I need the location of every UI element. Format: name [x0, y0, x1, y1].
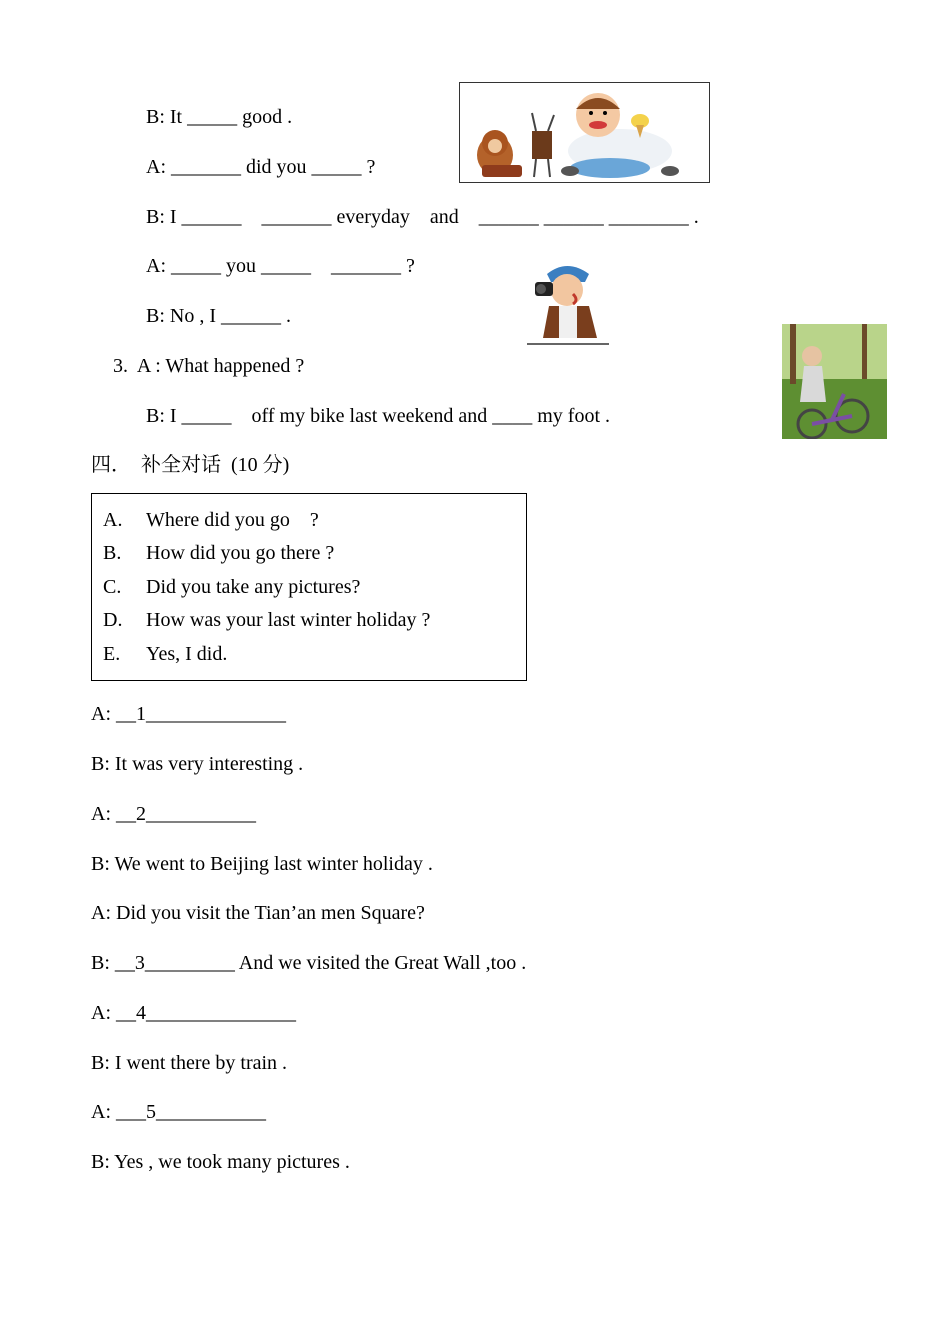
question-3-answer: B: I _____ off my bike last weekend and ____ my foot . [146, 405, 611, 427]
dialogue-line: B: I ______ _______ everyday and ______ ______ ________ . [146, 206, 699, 228]
dialogue-line: B: It _____ good . [146, 106, 293, 128]
dialogue-line: B: No , I ______ . [146, 305, 291, 327]
dialogue-line: B: We went to Beijing last winter holiday . [91, 853, 433, 875]
tv-eating-illustration [459, 82, 710, 183]
dialogue-line: B: It was very interesting . [91, 753, 304, 775]
option-e: E. Yes, I did. [103, 643, 228, 665]
dialogue-line: A: _____ you _____ _______ ? [146, 255, 415, 277]
option-c: C. Did you take any pictures? [103, 576, 361, 598]
option-b: B. How did you go there ? [103, 542, 335, 564]
dialogue-line: A: Did you visit the Tian’an men Square? [91, 902, 425, 924]
option-d: D. How was your last winter holiday ? [103, 609, 431, 631]
dialogue-line: B: __3_________ And we visited the Great Wall ,too . [91, 952, 527, 974]
dialogue-line: B: I went there by train . [91, 1052, 288, 1074]
dialogue-line: A: __2___________ [91, 803, 256, 825]
dialogue-line: B: Yes , we took many pictures . [91, 1151, 350, 1173]
option-a: A. Where did you go ? [103, 509, 319, 531]
dialogue-line: A: ___5___________ [91, 1101, 266, 1123]
dialogue-line: A: __4_______________ [91, 1002, 296, 1024]
dialogue-line: A: __1______________ [91, 703, 286, 725]
dialogue-line: A: _______ did you _____ ? [146, 156, 376, 178]
bike-accident-photo [782, 324, 887, 439]
camera-boy-illustration [527, 260, 609, 346]
section-title: 四． 补全对话 (10 分) [91, 454, 290, 476]
options-box [91, 493, 527, 681]
question-3-prompt: 3. A : What happened ? [113, 355, 305, 377]
